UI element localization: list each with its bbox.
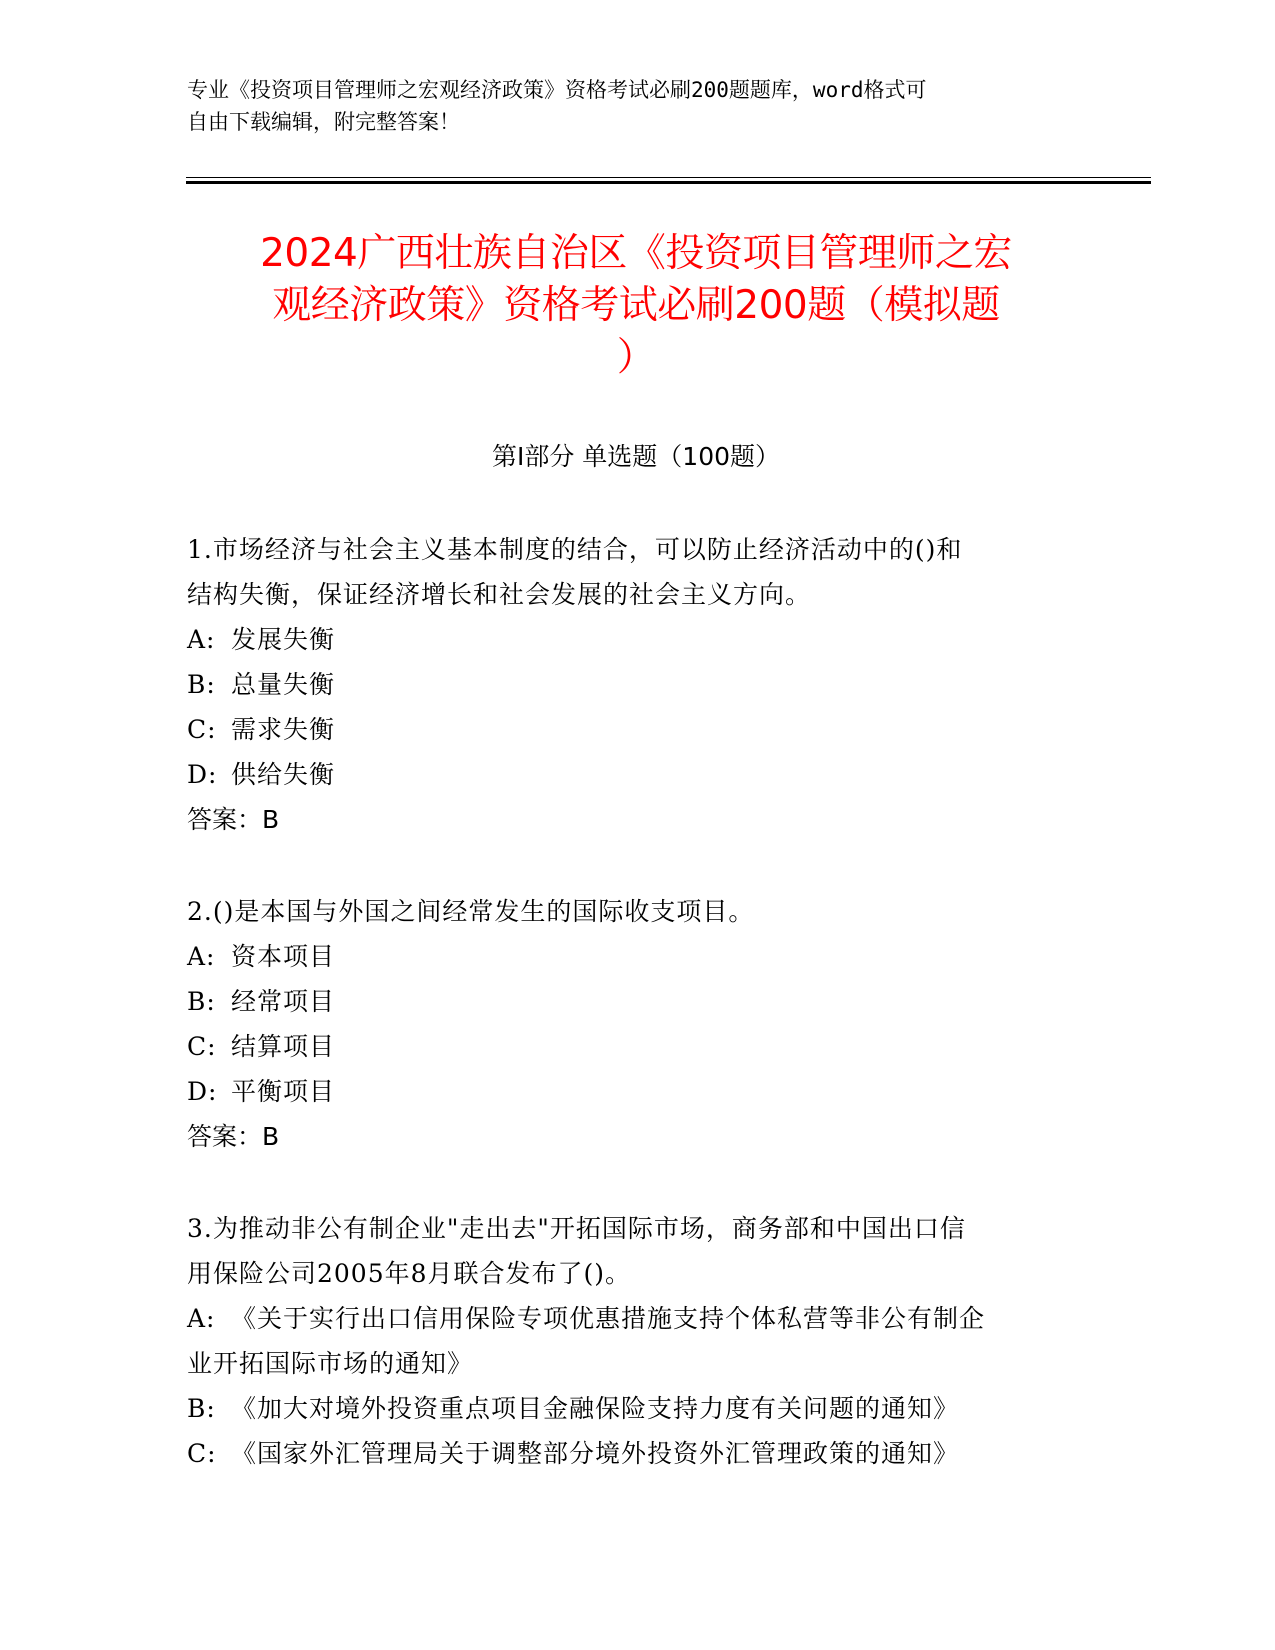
option-label: B: — [187, 670, 216, 699]
option-label: D: — [187, 1077, 218, 1106]
option-label: D: — [187, 760, 218, 789]
option-text: 经常项目 — [231, 987, 336, 1016]
option-text: 平衡项目 — [231, 1077, 336, 1106]
option-a — [187, 617, 1067, 662]
option-text: 资本项目 — [231, 942, 336, 971]
header-note — [187, 74, 1067, 138]
option-b — [187, 1386, 1067, 1431]
header-rule-thick — [186, 181, 1151, 184]
question-list — [187, 527, 1067, 1476]
option-label: C: — [187, 1439, 217, 1468]
header-note-line-1: 专业《投资项目管理师之宏观经济政策》资格考试必刷200题题库，word格式可 — [187, 78, 927, 102]
header-rule-thin — [186, 177, 1151, 178]
option-text: 《加大对境外投资重点项目金融保险支持力度有关问题的通知》 — [231, 1394, 960, 1423]
option-label: C: — [187, 715, 217, 744]
title-line-1: 2024广西壮族自治区《投资项目管理师之宏 — [260, 231, 1012, 276]
section-heading: 第Ⅰ部分 单选题（100题） — [491, 442, 781, 471]
document-title — [186, 228, 1086, 384]
option-label: A: — [187, 942, 216, 971]
question-3 — [187, 1206, 1067, 1476]
answer-line: 答案：B — [187, 805, 280, 834]
option-c — [187, 707, 1067, 752]
question-stem-continued: 结构失衡，保证经济增长和社会发展的社会主义方向。 — [187, 580, 812, 609]
option-text: 供给失衡 — [231, 760, 336, 789]
option-b — [187, 979, 1067, 1024]
question-stem: 3.为推动非公有制企业"走出去"开拓国际市场，商务部和中国出口信 — [187, 1214, 966, 1243]
option-text: 总量失衡 — [231, 670, 336, 699]
question-spacer — [187, 842, 1067, 889]
option-label: A: — [187, 1304, 216, 1333]
header-note-line-2: 自由下载编辑，附完整答案！ — [187, 110, 460, 134]
option-a-continued: 业开拓国际市场的通知》 — [187, 1349, 474, 1378]
title-line-2: 观经济政策》资格考试必刷200题（模拟题 — [272, 283, 1000, 328]
question-stem-continued: 用保险公司2005年8月联合发布了()。 — [187, 1259, 632, 1288]
option-a — [187, 934, 1067, 979]
question-2 — [187, 889, 1067, 1159]
answer-line: 答案：B — [187, 1122, 280, 1151]
option-d — [187, 1069, 1067, 1114]
option-label: B: — [187, 987, 216, 1016]
option-text: 需求失衡 — [231, 715, 336, 744]
option-label: C: — [187, 1032, 217, 1061]
option-b — [187, 662, 1067, 707]
option-label: A: — [187, 625, 216, 654]
title-line-3: ） — [616, 335, 656, 380]
option-text: 《关于实行出口信用保险专项优惠措施支持个体私营等非公有制企 — [231, 1304, 986, 1333]
question-stem: 2.()是本国与外国之间经常发生的国际收支项目。 — [187, 897, 755, 926]
question-spacer — [187, 1159, 1067, 1206]
option-text: 发展失衡 — [231, 625, 336, 654]
question-stem: 1.市场经济与社会主义基本制度的结合，可以防止经济活动中的()和 — [187, 535, 963, 564]
option-label: B: — [187, 1394, 216, 1423]
option-text: 《国家外汇管理局关于调整部分境外投资外汇管理政策的通知》 — [231, 1439, 960, 1468]
option-a — [187, 1296, 1067, 1341]
option-c — [187, 1024, 1067, 1069]
option-d — [187, 752, 1067, 797]
option-c — [187, 1431, 1067, 1476]
question-1 — [187, 527, 1067, 842]
option-text: 结算项目 — [231, 1032, 336, 1061]
